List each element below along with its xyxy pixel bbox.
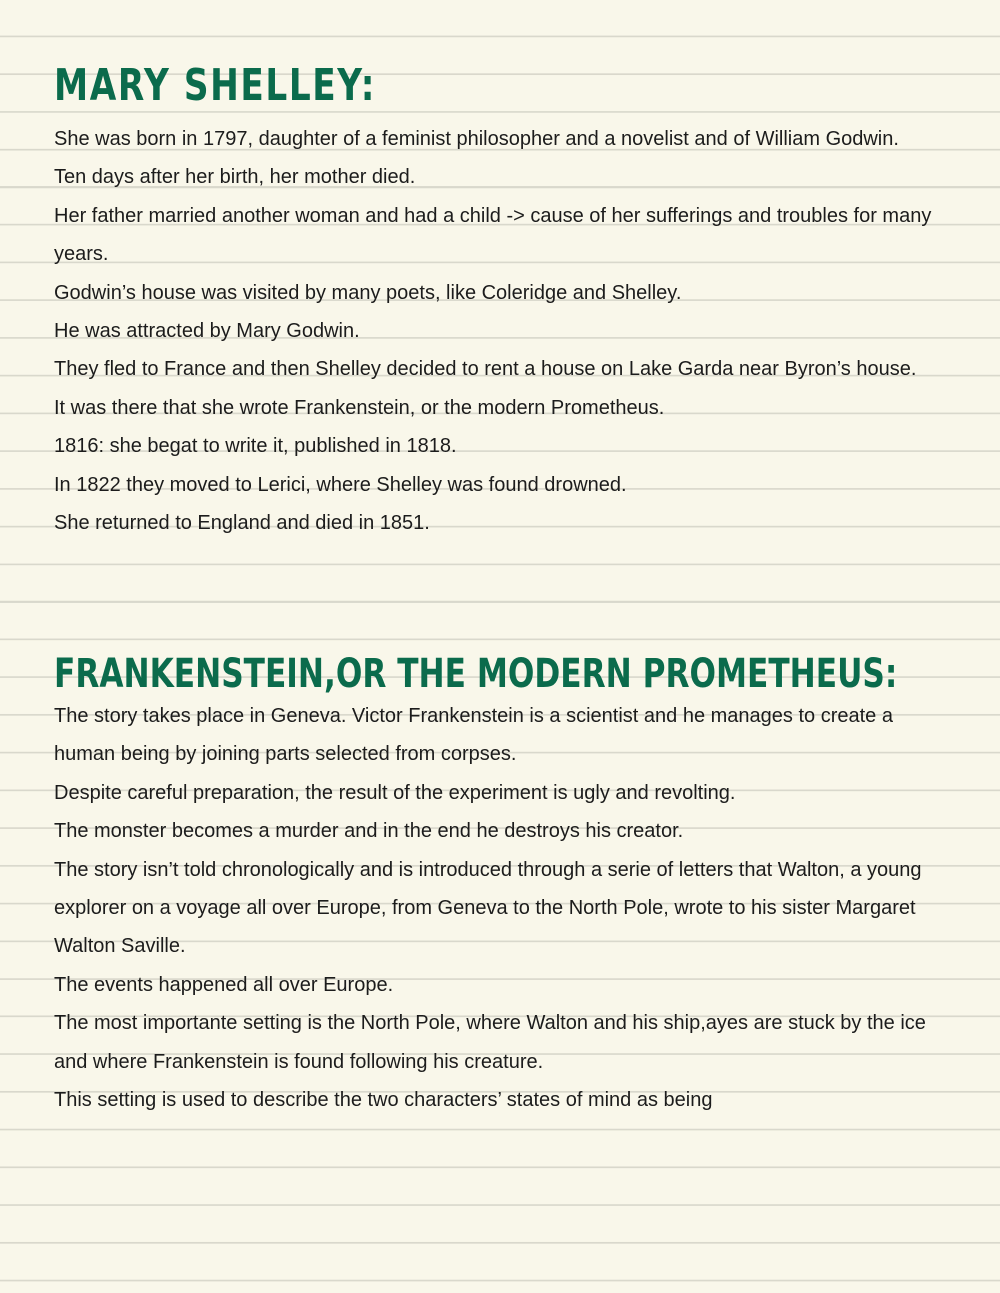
section-heading-mary-shelley: MARY SHELLEY: bbox=[54, 60, 377, 111]
section-body-frankenstein bbox=[54, 697, 954, 1119]
paragraph: The most importante setting is the North Pole, where Walton and his ship,ayes are stuck by the ice and where Frankenstein is found following his creature. bbox=[54, 1012, 926, 1073]
paragraph: They fled to France and then Shelley decided to rent a house on Lake Garda near Byron’s house. bbox=[54, 358, 917, 381]
paragraph: The monster becomes a murder and in the end he destroys his creator. bbox=[54, 820, 684, 843]
paragraph: In 1822 they moved to Lerici, where Shelley was found drowned. bbox=[54, 473, 627, 496]
paragraph: The story takes place in Geneva. Victor Frankenstein is a scientist and he manages to create a human being by joining parts selected from corpses. bbox=[54, 705, 893, 766]
paragraph: This setting is used to describe the two characters’ states of mind as being bbox=[54, 1089, 713, 1112]
section-heading-frankenstein: FRANKENSTEIN,OR THE MODERN PROMETHEUS: bbox=[54, 651, 898, 697]
paragraph: Her father married another woman and had a child -> cause of her sufferings and troubles for many years. bbox=[54, 204, 932, 266]
paragraph: She was born in 1797, daughter of a feminist philosopher and a novelist and of William Godwin. bbox=[54, 128, 899, 150]
paragraph: Godwin’s house was visited by many poets, like Coleridge and Shelley. bbox=[54, 281, 682, 304]
paragraph: It was there that she wrote Frankenstein, or the modern Prometheus. bbox=[54, 396, 665, 419]
paragraph: Ten days after her birth, her mother died. bbox=[54, 166, 416, 189]
section-body-mary-shelley bbox=[54, 120, 954, 542]
paragraph: The events happened all over Europe. bbox=[54, 973, 394, 996]
paragraph: Despite careful preparation, the result of the experiment is ugly and revolting. bbox=[54, 781, 736, 804]
paragraph: 1816: she begat to write it, published in 1818. bbox=[54, 435, 457, 458]
paragraph: The story isn’t told chronologically and is introduced through a serie of letters that Walton, a young explorer on a voyage all over Europe, from Geneva to the North Pole, wrote to his sister Margaret Walton Saville. bbox=[54, 858, 922, 958]
paragraph: He was attracted by Mary Godwin. bbox=[54, 320, 360, 343]
paragraph: She returned to England and died in 1851. bbox=[54, 512, 430, 535]
